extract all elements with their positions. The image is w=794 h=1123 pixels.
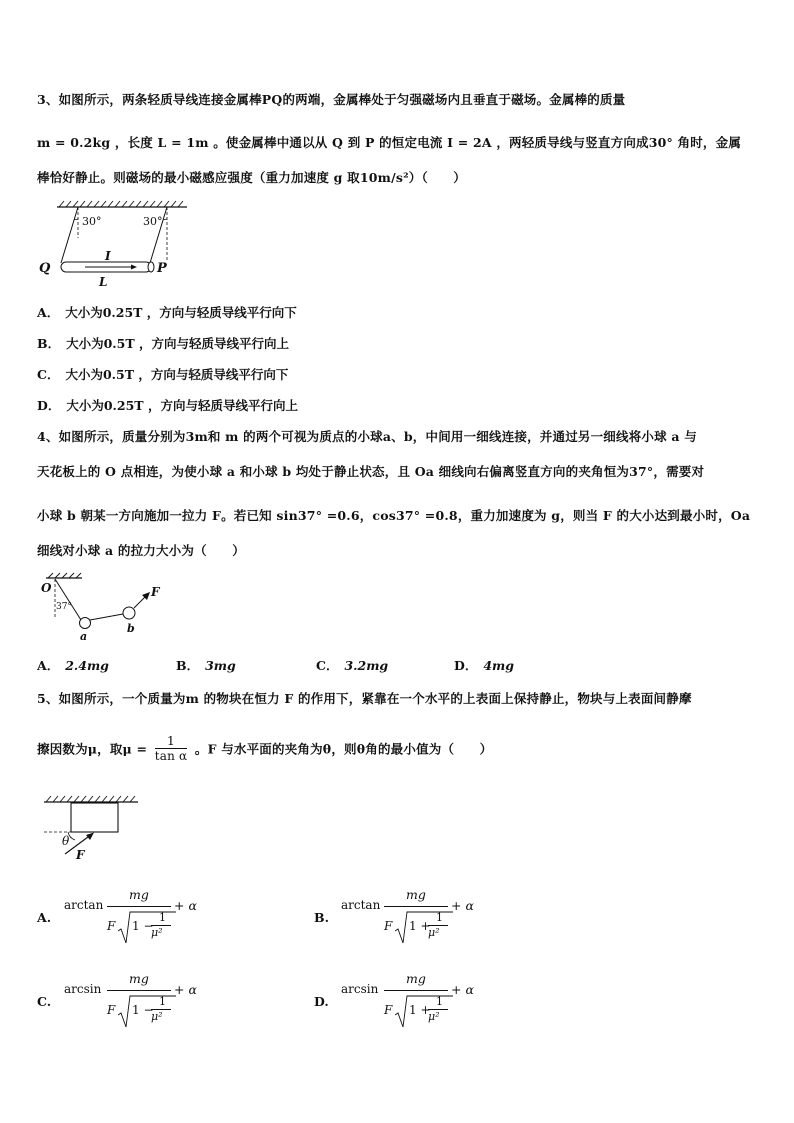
- q3-option-c[interactable]: C． 大小为0.5T ，方向与轻质导线平行向下: [37, 367, 289, 382]
- string-oa: [55, 579, 81, 620]
- q4-angle: 37°: [56, 602, 72, 612]
- q3-option-b[interactable]: B． 大小为0.5T ，方向与轻质导线平行向上: [37, 336, 289, 351]
- q4-line3: 小球 b 朝某一方向施加一拉力 F。若已知 sin37° =0.6，cos37° =0.8，重力加速度为 g，则当 F 的大小达到最小时，Oa: [37, 508, 751, 523]
- q3-angle-left: 30°: [82, 215, 102, 228]
- q3-line2: m = 0.2kg ，长度 L = 1m 。使金属棒中通以从 Q 到 P 的恒定电流 I = 2A ，两轻质导线与竖直方向成30° 角时，金属: [37, 135, 742, 150]
- q3-label-p: P: [157, 261, 167, 276]
- q3-figure: [35, 198, 195, 290]
- q5-option-b[interactable]: B. arctan mg F 1 + 1 μ² + α: [314, 885, 574, 945]
- q5-option-d[interactable]: D. arcsin mg F 1 + 1 μ² + α: [314, 970, 574, 1030]
- q5-label-f: F: [76, 848, 85, 862]
- q4-label-a: a: [80, 630, 88, 643]
- q4-label-o: O: [41, 581, 52, 595]
- q3-label-i: I: [105, 249, 111, 263]
- ball-b: [123, 607, 135, 619]
- q3-line1: 3、如图所示，两条轻质导线连接金属棒PQ的两端，金属棒处于匀强磁场内且垂直于磁场。金属棒的质量: [37, 92, 626, 107]
- block: [71, 803, 118, 832]
- q3-label-q: Q: [39, 261, 51, 276]
- q3-angle-right: 30°: [143, 215, 163, 228]
- q5-line2: 擦因数为μ，取μ = $\frac{1}{\text{tan α}}$ 。F 与水平面的夹角为θ，则θ角的最小值为（ ）: [37, 733, 493, 763]
- q3-option-a[interactable]: A． 大小为0.25T ，方向与轻质导线平行向下: [37, 305, 297, 320]
- q3-option-d[interactable]: D． 大小为0.25T ，方向与轻质导线平行向上: [37, 398, 298, 413]
- q5-line1: 5、如图所示，一个质量为m 的物块在恒力 F 的作用下，紧靠在一个水平的上表面上保持静止，物块与上表面间静摩: [37, 691, 692, 706]
- q4-label-f: F: [151, 585, 160, 599]
- q5-option-a[interactable]: A. arctan mg F 1 − 1 μ² + α: [37, 885, 297, 945]
- q4-line1: 4、如图所示，质量分别为3m和 m 的两个可视为质点的小球a、b，中间用一细线连接，并通过另一细线将小球 a 与: [37, 429, 697, 444]
- q4-figure: [38, 572, 173, 644]
- q4-line4: 细线对小球 a 的拉力大小为（ ）: [37, 543, 245, 558]
- q4-option-b[interactable]: B． 3mg: [176, 658, 236, 673]
- q4-line2: 天花板上的 O 点相连，为使小球 a 和小球 b 均处于静止状态，且 Oa 细线向右偏离竖直方向的夹角恒为37°，需要对: [37, 464, 705, 479]
- q4-option-d[interactable]: D． 4mg: [454, 658, 515, 673]
- q5-label-theta: θ: [62, 834, 70, 848]
- q5-figure: [38, 793, 148, 863]
- left-wire: [61, 207, 78, 263]
- q4-label-b: b: [127, 622, 135, 635]
- q5-option-c[interactable]: C. arcsin mg F 1 − 1 μ² + α: [37, 970, 297, 1030]
- q4-option-a[interactable]: A． 2.4mg: [37, 658, 109, 673]
- q3-label-l: L: [99, 275, 108, 289]
- string-ab: [90, 614, 123, 620]
- ball-a: [80, 618, 91, 629]
- q4-option-c[interactable]: C． 3.2mg: [316, 658, 389, 673]
- q3-line3: 棒恰好静止。则磁场的最小磁感应强度（重力加速度 g 取10m/s²）（ ）: [37, 170, 466, 185]
